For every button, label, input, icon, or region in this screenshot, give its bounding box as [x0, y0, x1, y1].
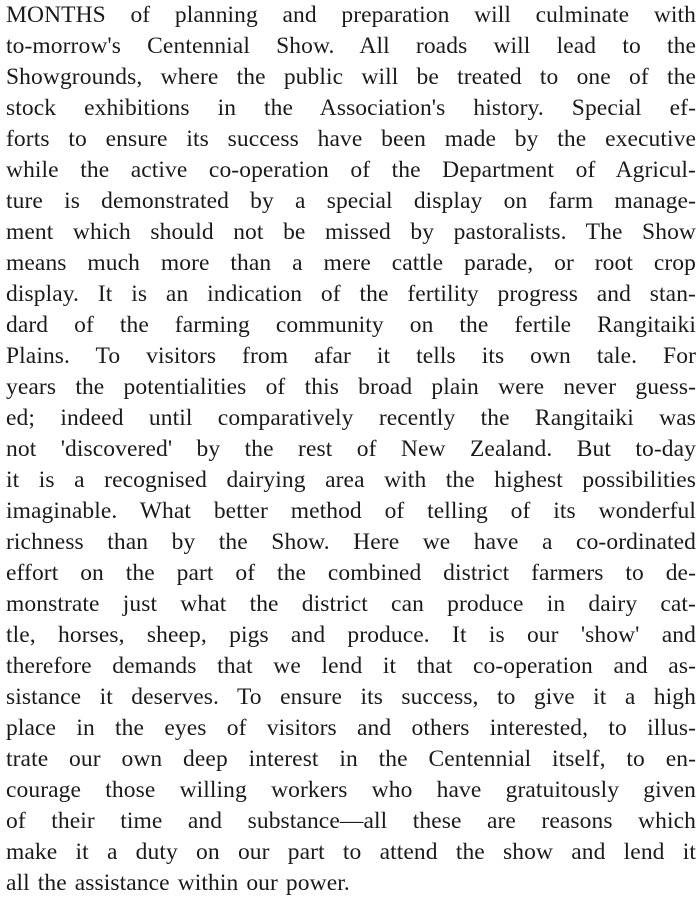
- text-line: richness than by the Show. Here we have a co-ordinated: [6, 529, 696, 555]
- text-line: while the active co-operation of the Department of Agricul-: [6, 157, 696, 183]
- text-line: trate our own deep interest in the Centennial itself, to en-: [6, 746, 696, 772]
- text-line: MONTHS of planning and preparation will culminate with: [6, 2, 696, 28]
- text-line: therefore demands that we lend it that co-operation and as-: [6, 653, 696, 679]
- text-line: means much more than a mere cattle parade, or root crop: [6, 250, 696, 276]
- text-line: effort on the part of the combined district farmers to de-: [6, 560, 696, 586]
- text-line: ed; indeed until comparatively recently the Rangitaiki was: [6, 405, 696, 431]
- text-line: forts to ensure its success have been made by the executive: [6, 126, 696, 152]
- text-line: not 'discovered' by the rest of New Zealand. But to-day: [6, 436, 696, 462]
- text-line: it is a recognised dairying area with the highest possibilities: [6, 467, 696, 493]
- text-line: courage those willing workers who have gratuitously given: [6, 777, 696, 803]
- text-line: ment which should not be missed by pastoralists. The Show: [6, 219, 696, 245]
- text-line: imaginable. What better method of telling of its wonderful: [6, 498, 696, 524]
- text-line: stock exhibitions in the Association's history. Special ef-: [6, 95, 696, 121]
- text-line: years the potentialities of this broad plain were never guess-: [6, 374, 696, 400]
- text-line: all the assistance within our power.: [6, 870, 350, 896]
- text-line: ture is demonstrated by a special display on farm manage-: [6, 188, 696, 214]
- text-line: sistance it deserves. To ensure its success, to give it a high: [6, 684, 696, 710]
- text-line: make it a duty on our part to attend the show and lend it: [6, 839, 696, 865]
- text-line: Plains. To visitors from afar it tells its own tale. For: [6, 343, 696, 369]
- text-line: of their time and substance—all these are reasons which: [6, 808, 696, 834]
- text-line: monstrate just what the district can produce in dairy cat-: [6, 591, 696, 617]
- text-line: display. It is an indication of the fertility progress and stan-: [6, 281, 696, 307]
- text-line: place in the eyes of visitors and others interested, to illus-: [6, 715, 696, 741]
- article-page: [6, 0, 696, 913]
- text-line: dard of the farming community on the fertile Rangitaiki: [6, 312, 696, 338]
- text-line: to-morrow's Centennial Show. All roads will lead to the: [6, 33, 696, 59]
- text-line: tle, horses, sheep, pigs and produce. It is our 'show' and: [6, 622, 696, 648]
- text-line: Showgrounds, where the public will be treated to one of the: [6, 64, 696, 90]
